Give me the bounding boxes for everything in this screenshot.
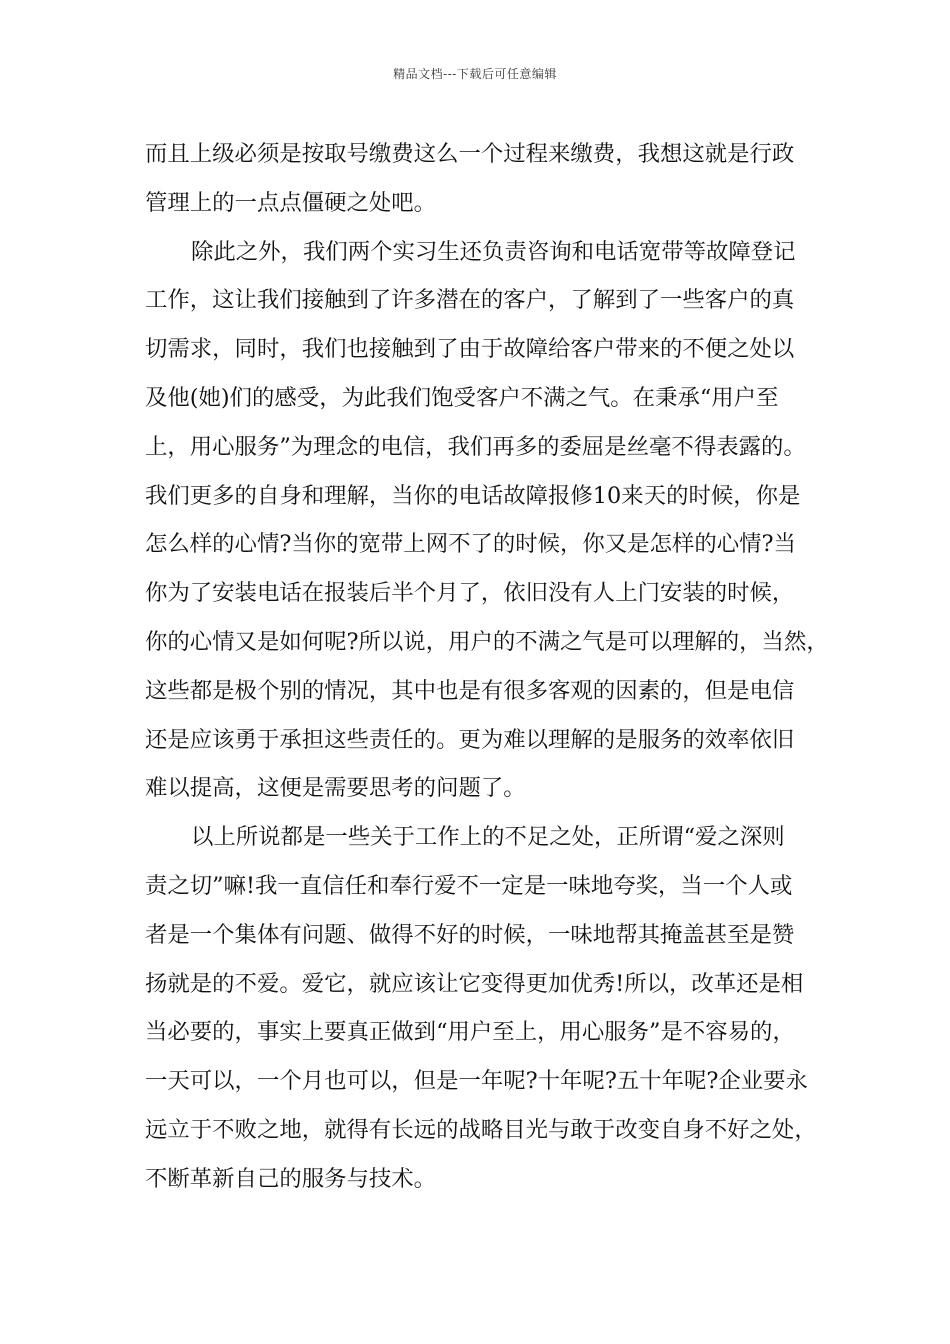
paragraph: [145, 228, 829, 814]
paragraph: [145, 813, 817, 1203]
document-body: [145, 130, 829, 1204]
text-line: 以上所说都是一些关于工作上的不足之处，正所谓“爱之深则: [191, 824, 785, 851]
text-line: 一天可以，一个月也可以，但是一年呢?十年呢?五十年呢?企业要永: [145, 1068, 808, 1095]
text-line: 不断革新自己的服务与技术。: [145, 1165, 437, 1192]
text-line: 管理上的一点点僵硬之处吧。: [145, 189, 437, 216]
text-line: 而且上级必须是按取号缴费这么一个过程来缴费，我想这就是行政: [145, 141, 795, 167]
text-line: 除此之外，我们两个实习生还负责咨询和电话宽带等故障登记: [191, 238, 796, 265]
paragraph: [145, 130, 817, 228]
text-line: 还是应该勇于承担这些责任的。更为难以理解的是服务的效率依旧: [145, 726, 795, 753]
text-line: 及他(她)们的感受，为此我们饱受客户不满之气。在秉承“用户至: [145, 384, 779, 411]
text-line: 远立于不败之地，就得有长远的战略目光与敢于改变自身不好之处，: [145, 1116, 817, 1143]
text-line: 扬就是的不爱。爱它，就应该让它变得更加优秀!所以，改革还是相: [145, 970, 804, 997]
text-line: 工作，这让我们接触到了许多潜在的客户，了解到了一些客户的真: [145, 287, 795, 314]
text-line: 这些都是极个别的情况，其中也是有很多客观的因素的，但是电信: [145, 677, 795, 704]
text-line: 我们更多的自身和理解，当你的电话故障报修10来天的时候，你是: [145, 482, 801, 509]
text-line: 上，用心服务”为理念的电信，我们再多的委屈是丝毫不得表露的。: [145, 433, 806, 460]
text-line: 责之切”嘛!我一直信任和奉行爱不一定是一味地夸奖，当一个人或: [145, 872, 793, 899]
text-line: 当必要的，事实上要真正做到“用户至上，用心服务”是不容易的，: [145, 1019, 795, 1046]
text-line: 你为了安装电话在报装后半个月了，依旧没有人上门安装的时候，: [145, 580, 795, 607]
text-line: 你的心情又是如何呢?所以说，用户的不满之气是可以理解的，当然，: [145, 628, 829, 655]
page-header: 精品文档---下载后可任意编辑: [393, 67, 557, 81]
text-line: 难以提高，这便是需要思考的问题了。: [145, 775, 526, 802]
text-line: 怎么样的心情?当你的宽带上网不了的时候，你又是怎样的心情?当: [145, 531, 796, 558]
text-line: 者是一个集体有问题、做得不好的时候，一味地帮其掩盖甚至是赞: [145, 921, 795, 948]
text-line: 切需求，同时，我们也接触到了由于故障给客户带来的不便之处以: [145, 336, 795, 363]
